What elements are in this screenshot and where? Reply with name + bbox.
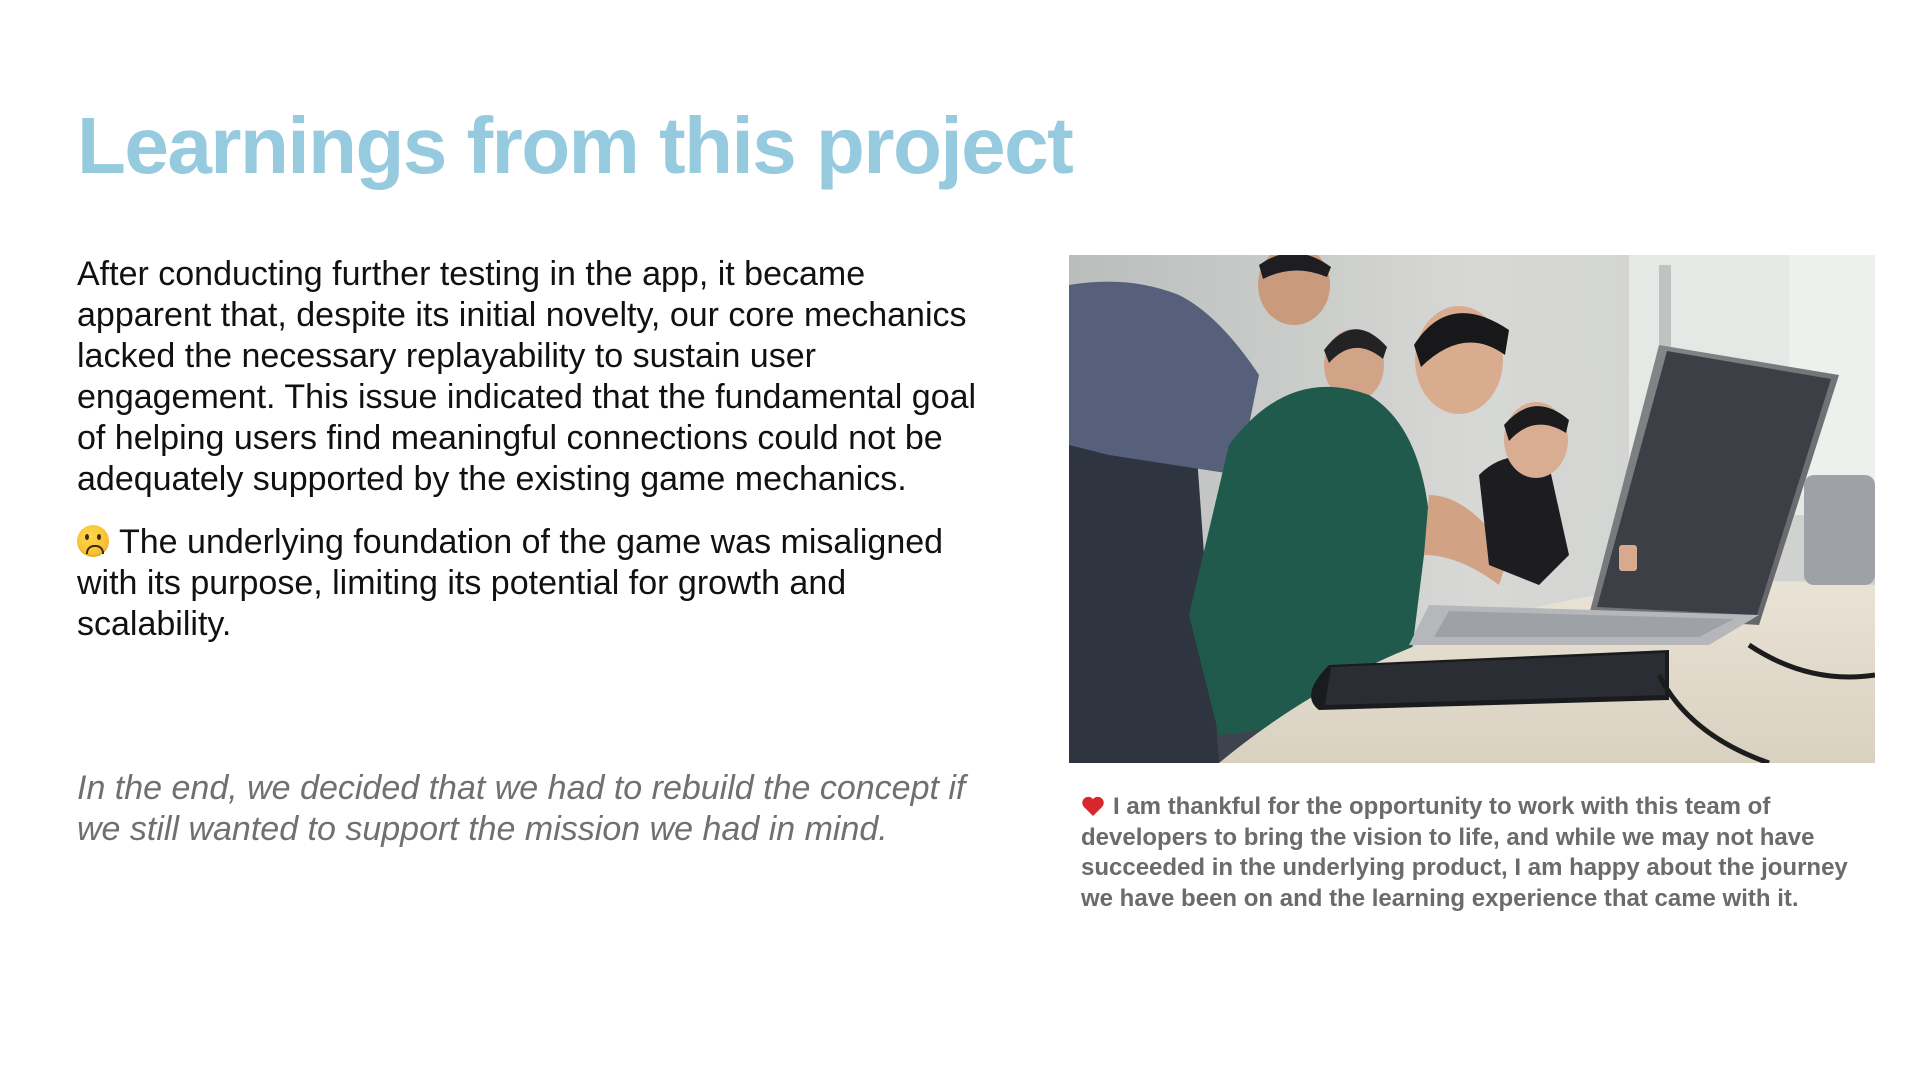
body-content	[77, 254, 1007, 645]
slide-title: Learnings from this project	[77, 101, 1073, 190]
heart-icon	[1081, 795, 1105, 817]
paragraph-misaligned-foundation	[77, 522, 1007, 645]
photo-caption-text: I am thankful for the opportunity to work with this team of developers to bring the vision to life, and while we may not have succeeded in the underlying product, I am happy about the journey we have been on and the learning experience that came with it.	[1081, 793, 1848, 912]
photo-caption	[1081, 792, 1881, 914]
closing-statement: In the end, we decided that we had to rebuild the concept if we still wanted to support the mission we had in mind.	[77, 769, 966, 848]
frowning-face-icon	[77, 525, 109, 557]
paragraph-testing-findings	[77, 254, 1007, 500]
paragraph-testing-findings-text: After conducting further testing in the app, it became apparent that, despite its initial novelty, our core mechanics lacked the necessary replayability to sustain user engagement. This issue indicated that the fundamental goal of helping users find meaningful connections could not be adequately supported by the existing game mechanics.	[77, 255, 977, 498]
team-photo	[1069, 255, 1875, 763]
paragraph-misaligned-foundation-text: The underlying foundation of the game was misaligned with its purpose, limiting its potential for growth and scalability.	[77, 523, 944, 643]
